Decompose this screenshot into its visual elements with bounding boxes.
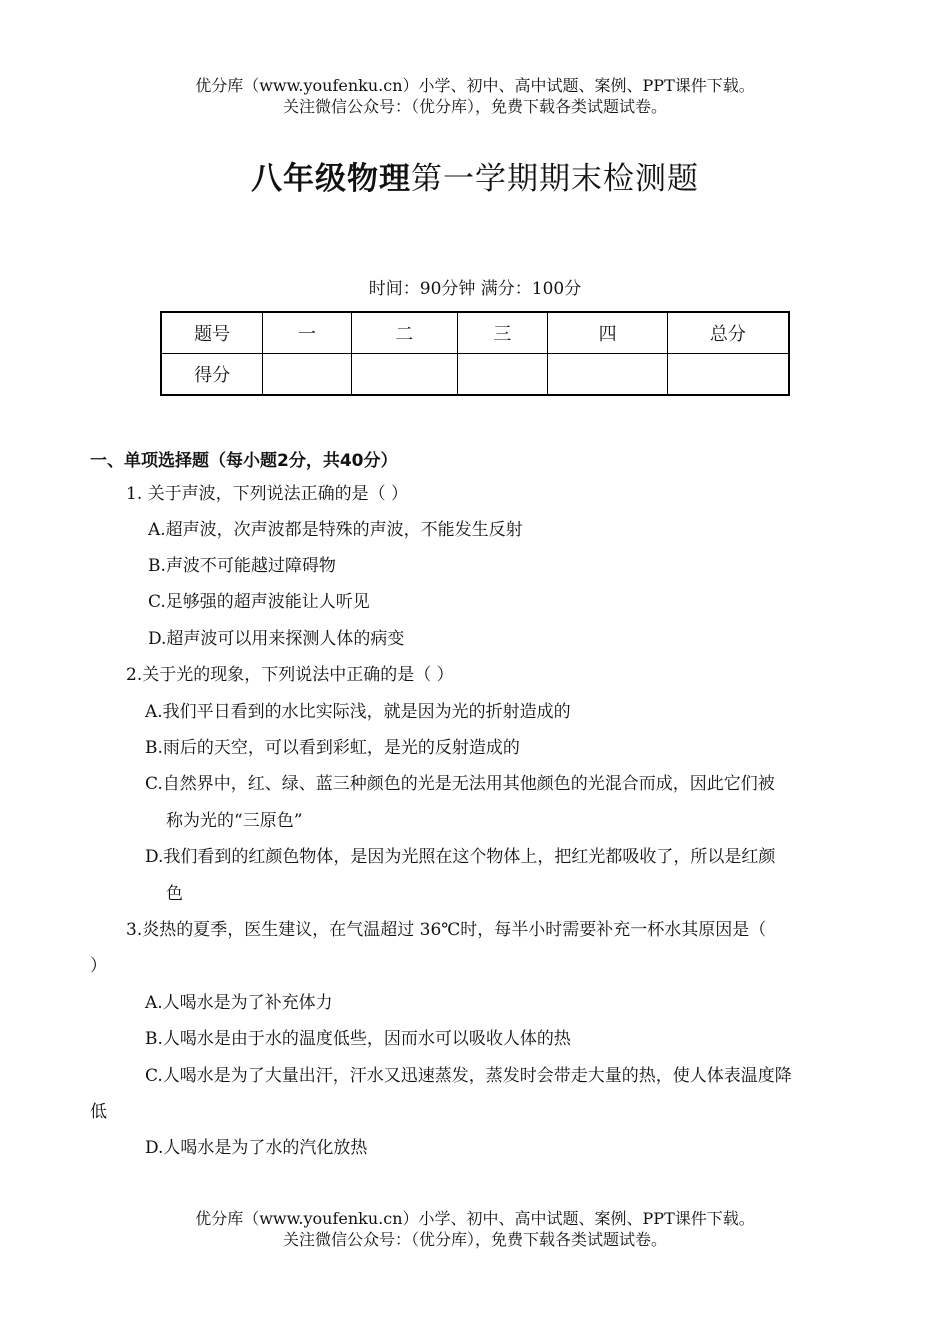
header-line-2: 关注微信公众号：（优分库），免费下载各类试题试卷。 — [282, 97, 667, 116]
question-3: 3.炎热的夏季，医生建议，在气温超过 36℃时，每半小时需要补充一杯水其原因是（ — [126, 920, 767, 940]
footer-line-1: 优分库（www.youfenku.cn）小学、初中、高中试题、案例、PPT课件下载。 — [195, 1209, 755, 1228]
q3-option-a: A.人喝水是为了补充体力 — [145, 993, 333, 1013]
score-cell: 三 — [457, 312, 548, 354]
q1-option-b: B.声波不可能越过障碍物 — [148, 556, 336, 576]
q3-option-c-cont: 低 — [90, 1102, 107, 1122]
exam-meta: 时间：90分钟 满分：100分 — [368, 279, 582, 299]
score-table-header-row — [161, 312, 789, 354]
score-input-cell[interactable] — [667, 354, 789, 396]
q2-option-b: B.雨后的天空，可以看到彩虹，是光的反射造成的 — [145, 738, 520, 758]
header-line-1: 优分库（www.youfenku.cn）小学、初中、高中试题、案例、PPT课件下载。 — [195, 76, 755, 95]
q2-option-c-cont: 称为光的“三原色” — [166, 811, 303, 831]
title-bold: 八年级物理 — [251, 161, 411, 197]
score-input-cell[interactable] — [263, 354, 352, 396]
score-input-cell[interactable] — [457, 354, 548, 396]
question-3-cont: ） — [90, 956, 107, 976]
q3-option-b: B.人喝水是由于水的温度低些，因而水可以吸收人体的热 — [145, 1029, 571, 1049]
score-cell: 得分 — [161, 354, 263, 396]
score-table — [160, 311, 790, 396]
score-cell: 四 — [548, 312, 668, 354]
title-rest: 第一学期期末检测题 — [411, 161, 699, 197]
q1-option-a: A.超声波，次声波都是特殊的声波，不能发生反射 — [148, 520, 523, 540]
q2-option-d: D.我们看到的红颜色物体，是因为光照在这个物体上，把红光都吸收了，所以是红颜 — [145, 847, 776, 867]
score-cell: 二 — [351, 312, 457, 354]
score-cell: 一 — [263, 312, 352, 354]
page-title — [0, 153, 950, 198]
score-cell: 总分 — [667, 312, 789, 354]
q3-option-c: C.人喝水是为了大量出汗，汗水又迅速蒸发，蒸发时会带走大量的热，使人体表温度降 — [145, 1066, 792, 1086]
section-heading: 一、单项选择题（每小题2分，共40分） — [90, 451, 398, 471]
question-1: 1. 关于声波，下列说法正确的是（ ） — [126, 484, 409, 504]
footer-line-2: 关注微信公众号：（优分库），免费下载各类试题试卷。 — [282, 1230, 667, 1249]
score-input-cell[interactable] — [351, 354, 457, 396]
question-2: 2.关于光的现象，下列说法中正确的是（ ） — [126, 665, 454, 685]
q2-option-a: A.我们平日看到的水比实际浅，就是因为光的折射造成的 — [145, 702, 571, 722]
q1-option-d: D.超声波可以用来探测人体的病变 — [148, 629, 405, 649]
q1-option-c: C.足够强的超声波能让人听见 — [148, 592, 370, 612]
q2-option-d-cont: 色 — [166, 884, 183, 904]
q3-option-d: D.人喝水是为了水的汽化放热 — [145, 1138, 368, 1158]
score-input-cell[interactable] — [548, 354, 668, 396]
q2-option-c: C.自然界中，红、绿、蓝三种颜色的光是无法用其他颜色的光混合而成，因此它们被 — [145, 774, 775, 794]
score-table-score-row — [161, 354, 789, 396]
score-cell: 题号 — [161, 312, 263, 354]
